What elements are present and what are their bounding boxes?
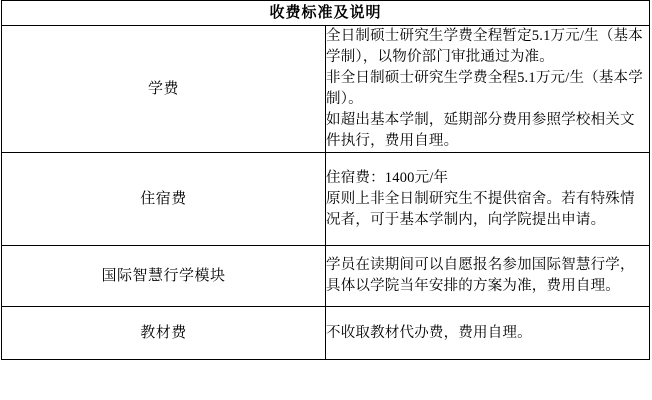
row-description-global-module <box>326 246 650 307</box>
row-label-text: 教材费 <box>140 325 187 341</box>
fee-standard-table <box>1 0 650 360</box>
description-paragraph: 原则上非全日制研究生不提供宿舍。若有特殊情况者，可于基本学制内，向学院提出申请。 <box>326 190 635 228</box>
row-label-tuition <box>2 26 326 153</box>
row-label-text: 住宿费 <box>140 191 187 207</box>
description-paragraph: 全日制硕士研究生学费全程暂定5.1万元/生（基本学制），以物价部门审批通过为准。 <box>326 28 643 65</box>
description-paragraph: 住宿费：1400元/年 <box>326 169 449 186</box>
row-label-textbook <box>2 307 326 360</box>
description-paragraph: 如超出基本学制，延期部分费用参照学校相关文件执行，费用自理。 <box>326 112 635 149</box>
row-description-accommodation <box>326 153 650 246</box>
description-paragraph: 非全日制硕士研究生学费全程5.1万元/生（基本学制）。 <box>326 70 643 107</box>
row-label-accommodation <box>2 153 326 246</box>
row-label-text: 国际智慧行学模块 <box>101 268 226 284</box>
table-row <box>2 26 650 153</box>
table-row-title <box>2 1 650 26</box>
row-label-global-module <box>2 246 326 307</box>
row-label-text: 学费 <box>147 81 179 97</box>
table-row <box>2 307 650 360</box>
row-description-textbook <box>326 307 650 360</box>
description-paragraph: 学员在读期间可以自愿报名参加国际智慧行学，具体以学院当年安排的方案为准，费用自理。 <box>326 257 635 294</box>
page-title: 收费标准及说明 <box>2 1 650 26</box>
table-row <box>2 246 650 307</box>
description-paragraph: 不收取教材代办费，费用自理。 <box>326 324 532 341</box>
row-description-tuition <box>326 26 650 153</box>
table-row <box>2 153 650 246</box>
